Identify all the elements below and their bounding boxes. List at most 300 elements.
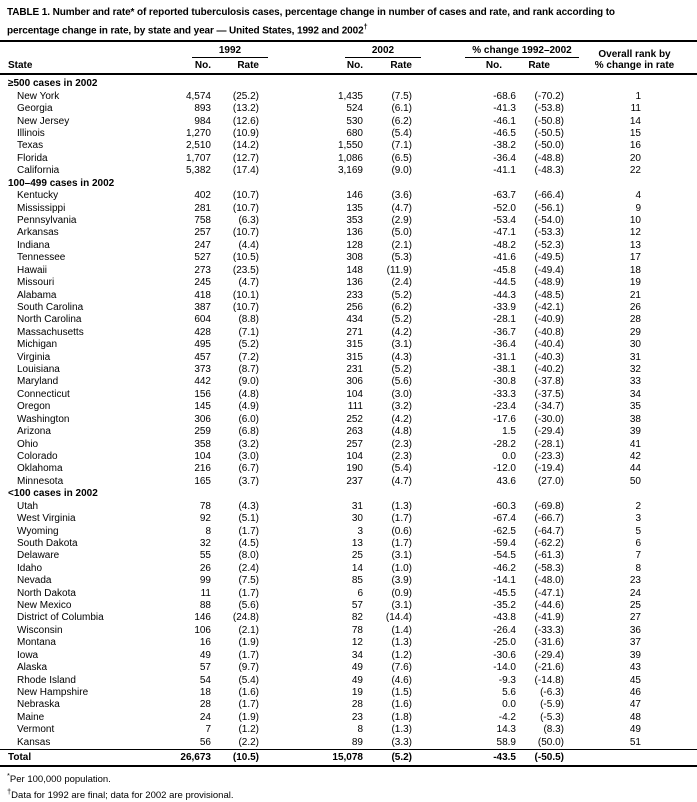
table-row [0, 91, 697, 103]
change-rate-cell: (-19.4) [534, 463, 564, 475]
no-1992-cell: 26 [199, 562, 211, 574]
rank-cell: 20 [629, 152, 641, 164]
change-rate-cell: (-52.3) [534, 239, 564, 251]
state-cell: Maryland [17, 376, 59, 388]
change-rate-cell: (27.0) [537, 475, 564, 487]
table-row [0, 675, 697, 687]
rate-2002-cell: (5.2) [391, 314, 412, 326]
state-cell: Georgia [17, 103, 53, 115]
table-title-line2: percentage change in rate, by state and year — United States, 1992 and 2002† [7, 21, 368, 36]
change-rate-cell: (-28.1) [534, 438, 564, 450]
table-row [0, 439, 697, 451]
state-cell: Connecticut [17, 388, 70, 400]
change-no-cell: -30.6 [493, 649, 516, 661]
change-no-cell: -45.5 [493, 587, 516, 599]
no-2002-cell: 25 [351, 550, 363, 562]
rate-2002-cell: (4.7) [391, 475, 412, 487]
change-no-cell: -44.3 [493, 289, 516, 301]
no-1992-cell: 5,382 [185, 165, 211, 177]
no-1992-cell: 78 [199, 500, 211, 512]
rate-1992-cell: (23.5) [232, 264, 259, 276]
state-cell: Alabama [17, 289, 57, 301]
no-1992-cell: 306 [194, 413, 211, 425]
table-header [0, 41, 697, 74]
change-no-cell: -46.1 [493, 115, 516, 127]
no-2002-cell: 136 [346, 277, 363, 289]
rank-cell: 42 [629, 450, 641, 462]
rate-1992-cell: (9.0) [238, 376, 259, 388]
table-row [0, 128, 697, 140]
table-row [0, 699, 697, 711]
rate-1992-cell: (4.8) [238, 388, 259, 400]
rank-cell: 47 [629, 699, 641, 711]
rate-2002-cell: (1.6) [391, 699, 412, 711]
rate-1992-cell: (1.7) [238, 525, 259, 537]
no-1992-cell: 7 [205, 724, 211, 736]
rate-2002-cell: (1.2) [391, 649, 412, 661]
change-rate-cell: (-21.6) [534, 662, 564, 674]
rank-cell: 4 [635, 190, 641, 202]
no-2002-cell: 31 [351, 500, 363, 512]
rate-2002-cell: (6.2) [391, 301, 412, 313]
no-1992-cell: 24 [199, 711, 211, 723]
rate-2002-cell: (7.5) [391, 90, 412, 102]
rank-cell: 39 [629, 426, 641, 438]
table-row [0, 252, 697, 264]
no-2002-cell: 530 [346, 115, 363, 127]
table-row [0, 227, 697, 239]
rank-cell: 43 [629, 662, 641, 674]
footnote-asterisk: *Per 100,000 population. [7, 771, 111, 786]
table-title [0, 6, 697, 40]
no-1992-cell: 106 [194, 624, 211, 636]
state-cell: District of Columbia [17, 612, 104, 624]
no-2002-cell: 306 [346, 376, 363, 388]
rate-2002-cell: (2.9) [391, 214, 412, 226]
rate-1992-cell: (1.9) [238, 637, 259, 649]
change-rate-cell: (-42.1) [534, 301, 564, 313]
rate-1992-cell: (2.2) [238, 736, 259, 748]
rate-1992-cell: (14.2) [232, 140, 259, 152]
no-2002-cell: 231 [346, 364, 363, 376]
rate-1992-cell: (8.0) [238, 550, 259, 562]
rate-2002-cell: (5.3) [391, 252, 412, 264]
rate-1992-cell: (6.8) [238, 426, 259, 438]
change-no-cell: -44.5 [493, 277, 516, 289]
rate-1992-cell: (4.7) [238, 277, 259, 289]
rate-2002-cell: (5.6) [391, 376, 412, 388]
change-rate-cell: (-69.8) [534, 500, 564, 512]
no-2002-cell: 237 [346, 475, 363, 487]
table-row [0, 116, 697, 128]
no-2002-cell: 104 [346, 388, 363, 400]
table-row [0, 650, 697, 662]
no-2002-cell: 434 [346, 314, 363, 326]
state-column-header: State [8, 60, 33, 72]
change-no-cell: -36.7 [493, 326, 516, 338]
state-cell: New York [17, 90, 60, 102]
rate-2002-header: Rate [390, 60, 412, 72]
rank-cell: 51 [629, 736, 641, 748]
rate-2002-cell: (3.3) [391, 736, 412, 748]
total-change-rate: (-50.5) [516, 750, 564, 767]
no-1992-cell: 758 [194, 214, 211, 226]
change-rate-cell: (-49.4) [534, 264, 564, 276]
rate-2002-cell: (2.3) [391, 450, 412, 462]
rate-1992-cell: (7.1) [238, 326, 259, 338]
change-no-cell: -43.8 [493, 612, 516, 624]
change-no-cell: -23.4 [493, 401, 516, 413]
change-rate-cell: (-66.7) [534, 513, 564, 525]
rate-1992-cell: (1.7) [238, 699, 259, 711]
change-no-cell: -52.0 [493, 202, 516, 214]
rank-cell: 46 [629, 687, 641, 698]
no-1992-cell: 402 [194, 190, 211, 202]
rank-cell: 39 [629, 649, 641, 661]
no-2002-cell: 104 [346, 450, 363, 462]
state-cell: Rhode Island [17, 674, 76, 686]
no-2002-cell: 30 [351, 513, 363, 525]
rate-1992-cell: (3.0) [238, 450, 259, 462]
no-2002-cell: 1,435 [337, 90, 363, 102]
rate-2002-cell: (3.2) [391, 401, 412, 413]
change-no-cell: -30.8 [493, 376, 516, 388]
no-1992-cell: 56 [199, 736, 211, 748]
no-2002-cell: 111 [347, 401, 363, 413]
table-body [0, 74, 697, 749]
rate-1992-cell: (9.7) [238, 662, 259, 674]
no-1992-cell: 145 [194, 401, 211, 413]
state-cell: Washington [17, 413, 70, 425]
rate-2002-cell: (11.9) [386, 264, 412, 276]
rank-cell: 34 [629, 388, 641, 400]
change-rate-cell: (-54.0) [534, 214, 564, 226]
no-1992-cell: 2,510 [185, 140, 211, 152]
state-cell: Minnesota [17, 475, 64, 487]
rank-cell: 8 [635, 562, 641, 574]
change-rate-cell: (-31.6) [534, 637, 564, 649]
change-no-cell: -46.2 [493, 562, 516, 574]
table-row [0, 637, 697, 649]
no-1992-cell: 146 [194, 612, 211, 624]
change-no-cell: -14.0 [493, 662, 516, 674]
change-no-cell: -9.3 [498, 674, 516, 686]
rate-2002-cell: (5.4) [391, 128, 412, 140]
no-1992-cell: 11 [200, 587, 211, 599]
no-1992-cell: 32 [199, 537, 211, 549]
total-rate-2002: (5.2) [363, 750, 412, 767]
rank-cell: 11 [630, 103, 641, 115]
state-cell: South Carolina [17, 301, 84, 313]
rank-cell: 25 [629, 600, 641, 612]
table-row [0, 339, 697, 351]
rank-cell: 1 [635, 90, 641, 102]
change-no-cell: -28.1 [493, 314, 516, 326]
table-row [0, 476, 697, 488]
state-cell: Virginia [17, 351, 51, 363]
total-label: Total [0, 750, 165, 767]
section-header-row [0, 178, 697, 190]
change-rate-cell: (-23.3) [534, 450, 564, 462]
table-row [0, 140, 697, 152]
rate-2002-cell: (5.0) [391, 227, 412, 239]
table-row [0, 190, 697, 202]
rank-cell: 17 [629, 252, 641, 264]
rank-cell: 2 [635, 500, 641, 512]
no-2002-cell: 256 [346, 301, 363, 313]
no-1992-cell: 1,270 [185, 128, 211, 140]
state-cell: Indiana [17, 239, 50, 251]
no-2002-cell: 271 [346, 326, 363, 338]
table-row [0, 401, 697, 413]
table-row [0, 612, 697, 624]
change-no-cell: -4.2 [498, 711, 516, 723]
rank-cell: 48 [629, 711, 641, 723]
rank-cell: 19 [629, 277, 641, 289]
rate-1992-cell: (8.7) [238, 364, 259, 376]
table-row [0, 352, 697, 364]
table-row [0, 277, 697, 289]
no-2002-cell: 263 [346, 426, 363, 438]
no-1992-cell: 104 [194, 450, 211, 462]
rank-header-line1: Overall rank by [598, 49, 671, 61]
no-2002-cell: 6 [357, 587, 363, 599]
table-row [0, 737, 697, 750]
table-row [0, 215, 697, 227]
state-cell: New Jersey [17, 115, 70, 127]
no-2002-cell: 252 [346, 413, 363, 425]
rate-2002-cell: (1.8) [391, 711, 412, 723]
rank-cell: 49 [629, 724, 641, 736]
no-2002-cell: 14 [351, 562, 363, 574]
table-row [0, 240, 697, 252]
change-no-cell: -31.1 [493, 351, 516, 363]
rank-cell: 26 [629, 301, 641, 313]
footnote-asterisk-marker: * [7, 771, 10, 781]
total-rate-1992: (10.5) [211, 750, 259, 767]
total-no-1992: 26,673 [165, 750, 211, 767]
rank-cell: 16 [629, 140, 641, 152]
table-row [0, 203, 697, 215]
rate-2002-cell: (4.8) [391, 426, 412, 438]
rate-2002-cell: (5.2) [391, 364, 412, 376]
rate-1992-cell: (10.7) [232, 202, 259, 214]
rate-1992-cell: (10.5) [232, 252, 259, 264]
state-cell: Iowa [17, 649, 39, 661]
rate-1992-cell: (4.9) [238, 401, 259, 413]
table-row [0, 575, 697, 587]
title-dagger-marker: † [363, 21, 368, 31]
state-cell: Nevada [17, 575, 52, 587]
group-header-1992: 1992 [165, 41, 259, 58]
rate-2002-cell: (0.9) [391, 587, 412, 599]
rate-1992-cell: (4.5) [238, 537, 259, 549]
change-rate-cell: (-5.9) [540, 699, 564, 711]
table-row [0, 526, 697, 538]
state-cell: Ohio [17, 438, 39, 450]
table-row [0, 625, 697, 637]
change-rate-cell: (-29.4) [534, 649, 564, 661]
rate-2002-cell: (5.4) [391, 463, 412, 475]
no-2002-cell: 3,169 [337, 165, 363, 177]
change-rate-cell: (-48.0) [534, 575, 564, 587]
table-row [0, 364, 697, 376]
rate-2002-cell: (1.3) [391, 500, 412, 512]
change-no-cell: -26.4 [493, 624, 516, 636]
rank-cell: 33 [629, 376, 641, 388]
no-1992-cell: 156 [194, 388, 211, 400]
change-rate-cell: (-48.8) [534, 152, 564, 164]
rate-2002-cell: (3.1) [391, 550, 412, 562]
rate-2002-cell: (3.1) [391, 339, 412, 351]
rank-cell: 22 [629, 165, 641, 177]
no-1992-cell: 247 [194, 239, 211, 251]
rank-cell: 15 [629, 128, 641, 140]
change-no-cell: -53.4 [493, 214, 516, 226]
table-row [0, 265, 697, 277]
table-row [0, 165, 697, 177]
rate-1992-header: Rate [237, 60, 259, 72]
change-rate-cell: (-58.3) [534, 562, 564, 574]
no-1992-cell: 54 [199, 674, 211, 686]
change-no-cell: -45.8 [493, 264, 516, 276]
no-2002-cell: 23 [351, 711, 363, 723]
state-cell: West Virginia [17, 513, 76, 525]
change-no-cell: 5.6 [502, 687, 516, 698]
total-row [0, 750, 697, 767]
change-no-cell: -38.1 [493, 364, 516, 376]
change-no-cell: -68.6 [493, 90, 516, 102]
change-no-cell: -41.1 [493, 165, 516, 177]
change-rate-cell: (-44.6) [534, 600, 564, 612]
state-cell: Mississippi [17, 202, 66, 214]
no-1992-cell: 373 [194, 364, 211, 376]
table-row [0, 550, 697, 562]
change-rate-cell: (-49.5) [534, 252, 564, 264]
change-no-cell: 0.0 [502, 699, 516, 711]
state-cell: South Dakota [17, 537, 78, 549]
change-rate-cell: (-56.1) [534, 202, 564, 214]
no-2002-cell: 146 [346, 190, 363, 202]
rate-1992-cell: (5.4) [238, 674, 259, 686]
change-rate-cell: (-53.8) [534, 103, 564, 115]
rank-cell: 37 [629, 637, 641, 649]
group-header-2002: 2002 [259, 41, 412, 58]
rate-1992-cell: (7.2) [238, 351, 259, 363]
rate-1992-cell: (10.9) [232, 128, 259, 140]
state-cell: Hawaii [17, 264, 48, 276]
change-no-cell: -67.4 [493, 513, 516, 525]
rank-cell: 14 [629, 115, 641, 127]
state-cell: Colorado [17, 450, 58, 462]
table-row [0, 103, 697, 115]
rate-1992-cell: (10.7) [232, 301, 259, 313]
no-2002-cell: 315 [346, 351, 363, 363]
change-rate-cell: (-61.3) [534, 550, 564, 562]
rate-2002-cell: (2.3) [391, 438, 412, 450]
no-1992-cell: 16 [199, 637, 211, 649]
rate-1992-cell: (1.2) [238, 724, 259, 736]
no-2002-cell: 82 [351, 612, 363, 624]
change-no-cell: -41.3 [493, 103, 516, 115]
rank-cell: 6 [635, 537, 641, 549]
table-row [0, 153, 697, 165]
total-no-2002: 15,078 [259, 750, 363, 767]
rate-1992-cell: (6.3) [238, 214, 259, 226]
state-cell: Florida [17, 152, 48, 164]
rate-2002-cell: (1.5) [391, 687, 412, 698]
change-rate-cell: (-14.8) [534, 674, 564, 686]
rate-2002-cell: (1.3) [391, 724, 412, 736]
rate-2002-cell: (3.0) [391, 388, 412, 400]
rate-1992-cell: (12.6) [232, 115, 259, 127]
rate-1992-cell: (6.7) [238, 463, 259, 475]
rate-1992-cell: (8.8) [238, 314, 259, 326]
rate-2002-cell: (6.1) [391, 103, 412, 115]
state-cell: Wisconsin [17, 624, 63, 636]
no-1992-cell: 457 [194, 351, 211, 363]
table-row [0, 600, 697, 612]
rate-2002-cell: (0.6) [391, 525, 412, 537]
change-no-cell: -33.9 [493, 301, 516, 313]
rate-1992-cell: (1.6) [238, 687, 259, 698]
change-no-cell: 43.6 [496, 475, 516, 487]
rank-cell: 7 [635, 550, 641, 562]
no-1992-cell: 259 [194, 426, 211, 438]
change-no-cell: -46.5 [493, 128, 516, 140]
table-row [0, 376, 697, 388]
no-1992-cell: 281 [194, 202, 211, 214]
table-row [0, 588, 697, 600]
table-row [0, 327, 697, 339]
no-1992-cell: 984 [194, 115, 211, 127]
rate-1992-cell: (3.2) [238, 438, 259, 450]
change-rate-cell: (-50.5) [534, 128, 564, 140]
state-cell: Idaho [17, 562, 43, 574]
state-cell: Louisiana [17, 364, 60, 376]
no-2002-cell: 524 [346, 103, 363, 115]
rank-cell: 12 [629, 227, 641, 239]
no-2002-cell: 148 [346, 264, 363, 276]
change-rate-cell: (-33.3) [534, 624, 564, 636]
rate-1992-cell: (17.4) [232, 165, 259, 177]
rank-cell: 3 [635, 513, 641, 525]
no-2002-cell: 1,086 [337, 152, 363, 164]
change-no-cell: -41.6 [493, 252, 516, 264]
change-rate-cell: (-50.8) [534, 115, 564, 127]
tuberculosis-table [0, 40, 697, 767]
table-row [0, 314, 697, 326]
change-no-cell: -25.0 [493, 637, 516, 649]
rank-cell: 23 [629, 575, 641, 587]
rate-1992-cell: (5.6) [238, 600, 259, 612]
rate-1992-cell: (2.1) [238, 624, 259, 636]
table-title-line1: TABLE 1. Number and rate* of reported tuberculosis cases, percentage change in number of cases and rate, and rank according to [7, 7, 615, 18]
state-cell: Vermont [17, 724, 55, 736]
change-no-cell: -59.4 [493, 537, 516, 549]
rank-cell: 24 [629, 587, 641, 599]
change-rate-cell: (-40.8) [534, 326, 564, 338]
state-cell: Oregon [17, 401, 51, 413]
table-row [0, 513, 697, 525]
rate-2002-cell: (1.7) [391, 537, 412, 549]
change-no-cell: -38.2 [493, 140, 516, 152]
no-1992-cell: 1,707 [185, 152, 211, 164]
no-2002-cell: 315 [346, 339, 363, 351]
group-header-pct-change: % change 1992–2002 [412, 41, 564, 58]
no-1992-cell: 893 [194, 103, 211, 115]
no-1992-cell: 358 [194, 438, 211, 450]
